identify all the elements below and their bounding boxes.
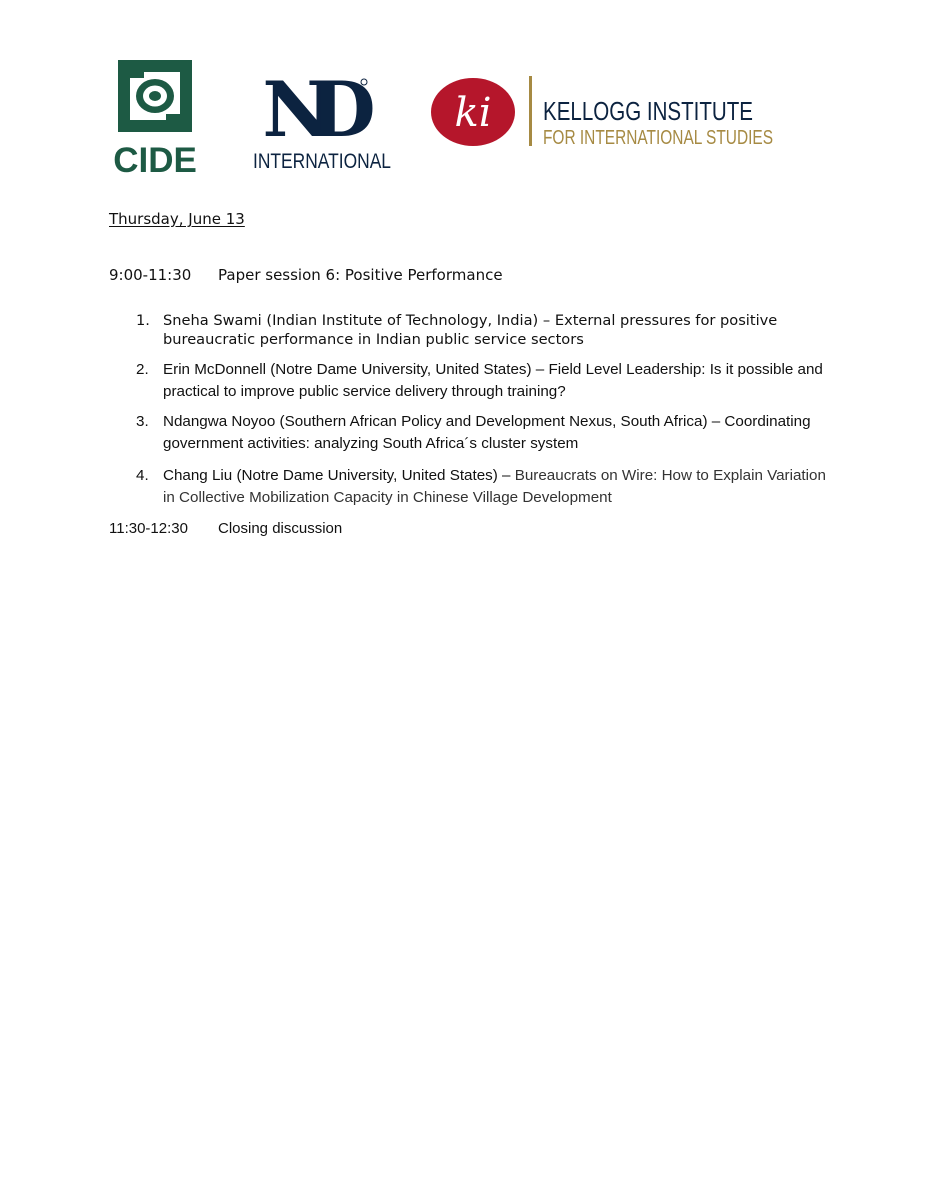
paper-author: Chang Liu (Notre Dame University, United States) – <box>163 467 515 484</box>
paper-title: Coordinating government activities: analyzing South Africa´s cluster system <box>163 413 811 452</box>
session-title: Closing discussion <box>218 520 343 537</box>
paper-item <box>136 411 826 455</box>
session-title: Paper session 6: Positive Performance <box>218 266 503 284</box>
session-slot <box>109 266 503 284</box>
paper-author: Sneha Swami (Indian Institute of Technology, India) – <box>163 312 555 329</box>
session-time: 9:00-11:30 <box>109 266 192 284</box>
paper-title: Field Level Leadership: Is it possible and practical to improve public service delivery through training? <box>163 361 823 400</box>
session-slot <box>109 520 342 537</box>
logo-bar <box>0 0 927 190</box>
paper-number: 2. <box>136 361 149 378</box>
paper-list <box>136 311 826 509</box>
session-time: 11:30-12:30 <box>109 520 188 537</box>
notre-dame-international-logo <box>252 66 392 172</box>
session-date: Thursday, June 13 <box>109 210 245 228</box>
paper-number: 3. <box>136 413 149 430</box>
paper-title: External pressures for positive bureaucratic performance in Indian public service sectors <box>163 312 778 348</box>
paper-number: 4. <box>136 467 149 484</box>
kellogg-logo-line1: KELLOGG INSTITUTE <box>543 96 753 126</box>
paper-item <box>136 359 826 403</box>
nd-logo-text: INTERNATIONAL <box>253 150 391 173</box>
paper-author: Ndangwa Noyoo (Southern African Policy and Development Nexus, South Africa) – <box>163 413 725 430</box>
ki-monogram: ki <box>454 90 492 136</box>
kellogg-institute-logo <box>430 74 780 150</box>
paper-title: Bureaucrats on Wire: How to Explain Variation in Collective Mobilization Capacity in Chinese Village Development <box>163 467 826 506</box>
cide-logo <box>108 58 202 180</box>
paper-number: 1. <box>136 312 150 329</box>
kellogg-logo-line2: FOR INTERNATIONAL STUDIES <box>543 127 773 149</box>
paper-item <box>136 311 826 349</box>
paper-item <box>136 465 826 509</box>
nd-monogram: ND <box>262 65 354 154</box>
cide-logo-text: CIDE <box>113 141 197 180</box>
paper-author: Erin McDonnell (Notre Dame University, United States) – <box>163 361 549 378</box>
